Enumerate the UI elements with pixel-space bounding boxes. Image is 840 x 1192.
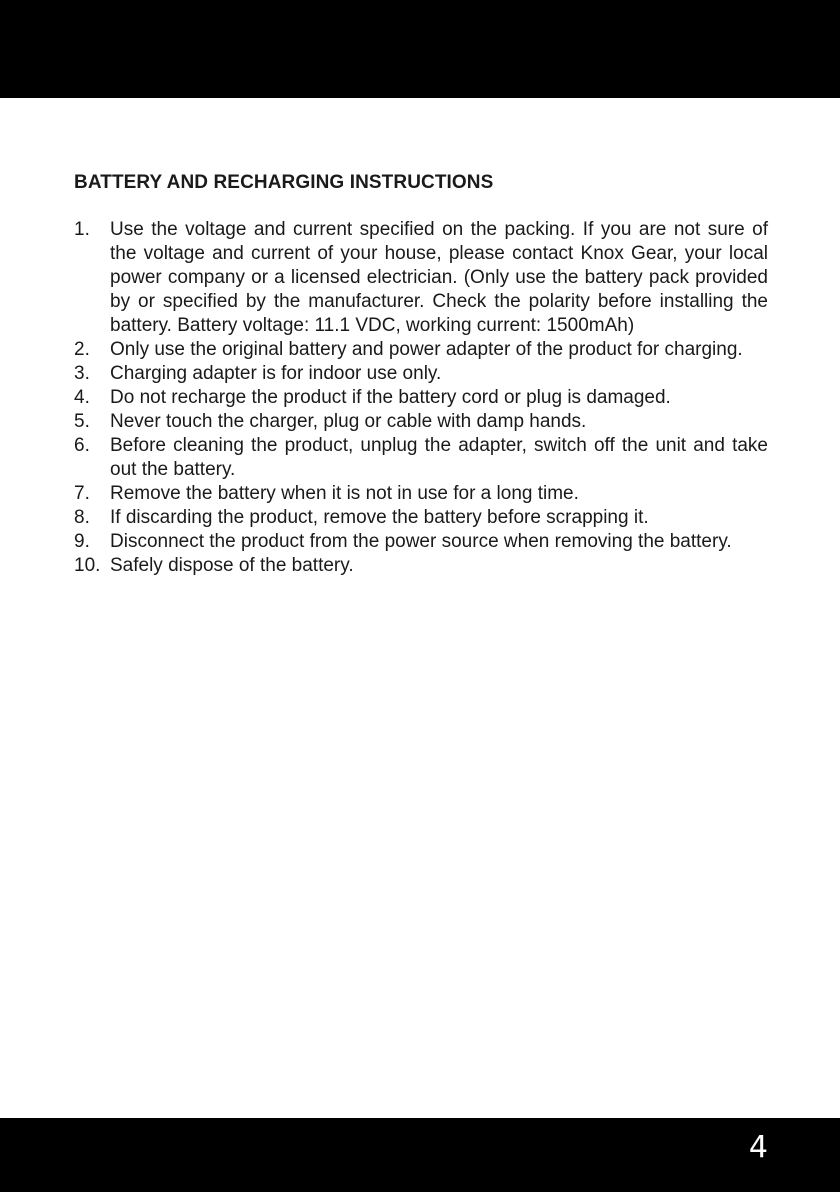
list-item xyxy=(74,362,768,386)
item-number: 6. xyxy=(74,435,90,456)
item-number: 10. xyxy=(74,555,101,576)
item-number: 3. xyxy=(74,363,90,384)
item-number: 7. xyxy=(74,483,90,504)
item-text: Remove the battery when it is not in use for a long time. xyxy=(110,483,579,504)
item-text: If discarding the product, remove the battery before scrapping it. xyxy=(110,507,649,528)
list-item xyxy=(74,338,768,362)
item-text: Disconnect the product from the power source when removing the battery. xyxy=(110,531,732,552)
list-item xyxy=(74,482,768,506)
page-heading: BATTERY AND RECHARGING INSTRUCTIONS xyxy=(74,172,494,193)
page-number: 4 xyxy=(748,1130,768,1165)
item-number: 2. xyxy=(74,339,90,360)
list-item xyxy=(74,218,768,338)
list-item xyxy=(74,386,768,410)
list-item xyxy=(74,410,768,434)
page-content xyxy=(74,171,768,578)
item-number: 1. xyxy=(74,219,90,240)
header-bar xyxy=(0,0,840,98)
footer-bar xyxy=(0,1118,840,1192)
item-text: Use the voltage and current specified on the packing. If you are not sure of the voltage and current of your house, please contact Knox Gear, your local power company or a licensed electrician. (Only use the battery pack provided by or specified by the manufacturer. Check the polarity before installing the battery. Battery voltage: 11.1 VDC, working current: 1500mAh) xyxy=(110,219,768,336)
list-item xyxy=(74,506,768,530)
item-text: Before cleaning the product, unplug the adapter, switch off the unit and take out the battery. xyxy=(110,435,768,480)
item-text: Only use the original battery and power adapter of the product for charging. xyxy=(110,339,743,360)
item-text: Safely dispose of the battery. xyxy=(110,555,354,576)
item-text: Never touch the charger, plug or cable with damp hands. xyxy=(110,411,587,432)
list-item xyxy=(74,554,768,578)
item-number: 4. xyxy=(74,387,90,408)
list-item xyxy=(74,530,768,554)
item-text: Charging adapter is for indoor use only. xyxy=(110,363,442,384)
item-text: Do not recharge the product if the battery cord or plug is damaged. xyxy=(110,387,671,408)
item-number: 8. xyxy=(74,507,90,528)
item-number: 9. xyxy=(74,531,90,552)
instruction-list xyxy=(74,218,768,578)
list-item xyxy=(74,434,768,482)
item-number: 5. xyxy=(74,411,90,432)
